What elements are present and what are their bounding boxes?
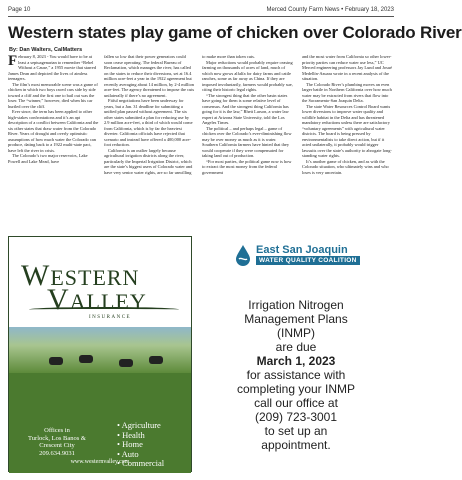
east-san-joaquin-ad [198,236,394,472]
paragraph: The Colorado River’s plumbing moves an even larger battle in Northern California over how much water may be extracted from rivers that flow into the Sacramento-San Joaquin Delta. [302,81,392,103]
office-phone: (209) 723-3001 [254,410,338,424]
service-item: • Commercial [117,459,164,469]
paragraph: It’s another game of chicken, and as with the Colorado situation, who ultimately wins and who loses is very uncertain. [302,158,389,175]
cattle-icon [49,357,63,365]
paragraph: “For most parties, the political game now is how to extract the most money from the federal government [202,158,292,175]
service-item: • Health [117,431,164,441]
logo-line-1: WESTERN [21,259,140,292]
article-column-4 [302,54,393,175]
logo-swoosh [29,307,179,312]
paragraph: to make more than token cuts. [202,54,255,59]
logo-line-2: VALLEY [47,283,147,316]
publication-dateline: Merced County Farm News • February 18, 2023 [266,7,394,13]
page-header [8,4,394,16]
ad-url-link[interactable]: www.westernvalley.com [70,459,130,465]
paragraph: fallen so low that their power generators could soon cease operating. The federal Bureau of Reclamation, which manages the river, has called on the states to reduce their diversions, set at 16.4 million acre-feet a year in the 1922 agreement but recently averaging about 14 million, by 2-4 million acre-feet. The agency threatened to impose the cuts unilaterally if there’s no agreement. [104,54,195,98]
paragraph: Fitful negotiations have been underway for years, but a Jan. 31 deadline for submitting a unified plan passed without agreement. The six other states submitted a plan for reducing use by 2.9 million acre-feet, a third of which would come from California, which is by far the heaviest diverter. California officials have rejected that scenario and instead have offered a 400,000 acre-foot reduction. [104,98,193,147]
esj-logo [234,244,364,268]
article-column-2 [104,54,195,175]
water-drop-icon [234,244,252,266]
paragraph: The political – and perhaps legal – game of chicken over the Colorado’s ever-diminishing flow may be over money as much as it is water. Southern California farmers have hinted that they would cooperate if they were compensated for taking land out of production. [202,125,292,158]
logo-title: East San Joaquin [256,244,348,256]
paragraph: The state Water Resources Control Board wants lower diversions to improve water quality and wildlife habitat in the Delta and has threatened mandatory reductions unless there are satisfactory “voluntary agreements” with agricultural water districts. The board is being pressed by environmentalists to take direct action, but if it acted unilaterally, it probably would trigger lawsuits over the state’s authority to abrogate long-standing water rights. [302,103,392,158]
paragraph: The Colorado’s two major reservoirs, Lake Powell and Lake Mead, have [8,153,88,164]
article-column-3 [202,54,293,175]
ad-logo-area [9,237,191,327]
service-item: • Home [117,440,164,450]
cattle-icon [149,356,163,364]
service-item: • Agriculture [117,421,164,431]
paragraph: and the most water from California so other lower-priority parties can reduce water use less,” UC Merced engineering professors Jay Lund and Josué Medellín-Azuara wrote in a recent analysis of the situation. [302,54,392,81]
article-headline: Western states play game of chicken over Colorado River [8,23,462,42]
western-valley-ad[interactable] [8,236,192,472]
service-item: • Auto [117,450,164,460]
cattle-icon [119,359,133,367]
due-date: March 1, 2023 [256,354,336,368]
logo-tagline: INSURANCE [89,315,132,320]
article-byline: By: Dan Walters, CalMatters [9,47,83,53]
paragraph: February 8, 2023 - You would have to be at least a septuagenarian to remember “Rebel Without a Cause,” a 1955 movie that starred James Dean and depicted the lives of aimless teenagers. [8,53,97,81]
page-number: Page 10 [8,7,31,13]
header-rule [8,16,394,17]
office-phone: 209.634.9031 [39,449,75,457]
paragraph: The film’s most memorable scene was a game of chicken in which two boys raced cars side by side toward a cliff and the first one to bail out was the loser. The “winner,” however, died when his car hurtled over the cliff. [8,81,98,109]
paragraph: Ever since, the term has been applied to other high-stakes confrontations and it’s an apt description of a conflict between California and the six other states that draw water from the Colorado River. Years of drought and overly optimistic assumptions of how much water the Colorado can produce, dating back to a 1922 multi-state pact, have left the river in crisis. [8,109,99,153]
article-column-1 [8,54,99,164]
paragraph: “The strongest thing that the other basin states have going for them is some relative level of consensus. And the strongest thing California has going for it is the law,” Rhett Larson, a water law expert at Arizona State University, told the Los Angeles Times. [202,92,289,125]
cattle-icon [79,355,93,363]
office-locations: Offices in Turlock, Los Banos & Crescent City 209.634.9031 [17,427,97,457]
logo-subtitle: WATER QUALITY COALITION [256,256,360,265]
paragraph: California is an outlier largely because agricultural irrigation districts along the river, particularly the Imperial Irrigation District, which are the state’s biggest users of Colorado water and have very senior water rights, are so far unwilling [104,147,193,175]
farm-photo [9,327,191,373]
drop-cap: F [8,53,18,69]
esj-announcement: Irrigation Nitrogen Management Plans (INMP) are due March 1, 2023 for assistance with completing your INMP call our office at (209) 723-3001 to set up an appointment. [198,298,394,452]
paragraph: Major reductions would probably require ceasing farming on thousands of acres of land, much of which now grows alfalfa for dairy farms and cattle ranches, some as far away as China. If they are imposed involuntarily, farmers would probably sue, citing their historic legal rights. [202,59,293,92]
